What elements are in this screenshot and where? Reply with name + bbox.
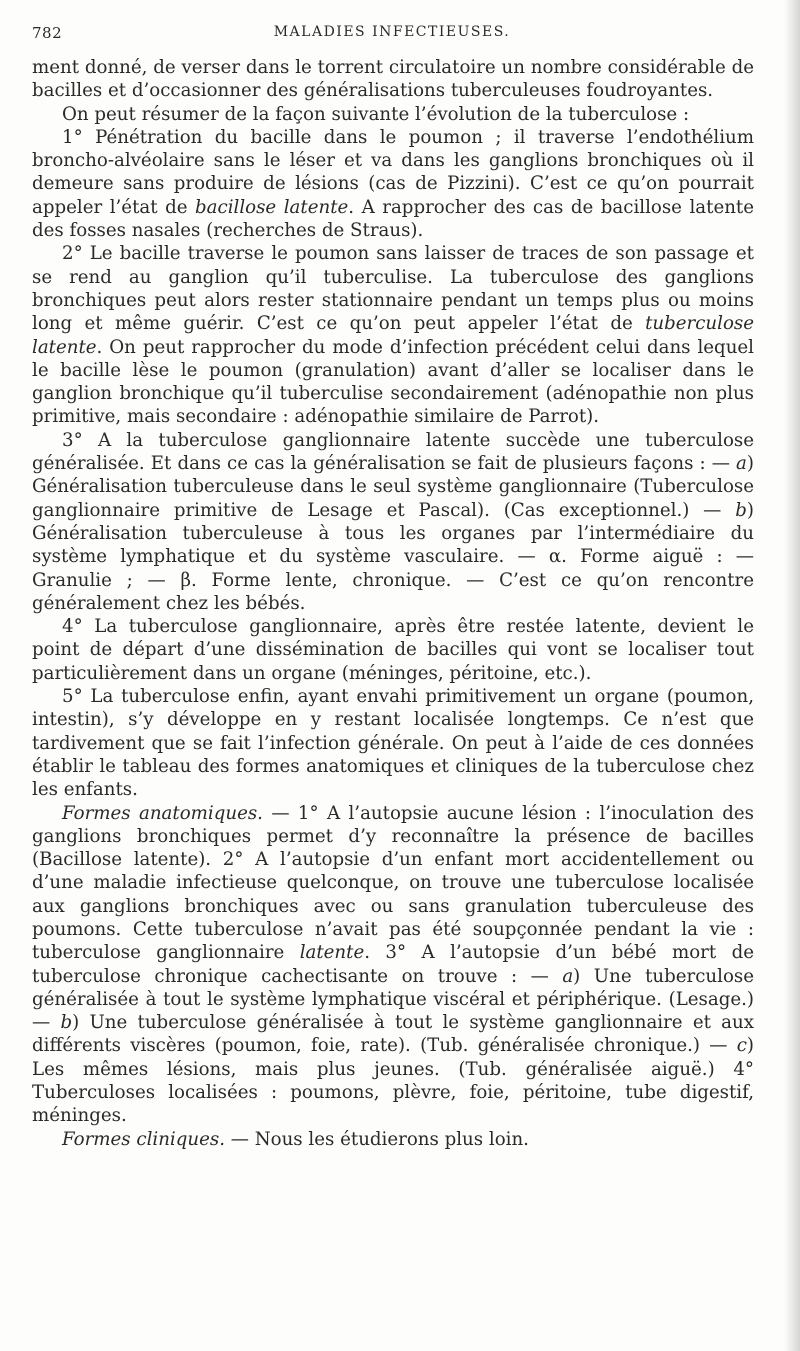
- paragraph-continuation: ment donné, de verser dans le torrent circulatoire un nombre considérable de bacilles et d’occasionner des généralisations tuberculeuses foudroyantes.: [32, 57, 754, 102]
- page-header: [32, 22, 752, 52]
- running-head: MALADIES INFECTIEUSES.: [273, 24, 511, 40]
- paragraph-stage-1: 1° Pénétration du bacille dans le poumon ; il traverse l’endothélium broncho-alvéolaire sans le léser et va dans les ganglions bronchiques où il demeure sans produire de lésions (cas de Pizzini). C’est ce qu’on pourrait appeler l’état de bacillose latente. A rapprocher des cas de bacillose latente des fosses nasales (recherches de Straus).: [32, 126, 754, 242]
- paragraph-stage-2: 2° Le bacille traverse le poumon sans laisser de traces de son passage et se rend au ganglion qu’il tuberculise. La tuberculose des ganglions bronchiques peut alors rester stationnaire pendant un temps plus ou moins long et même guérir. C’est ce qu’on peut appeler l’état de tuberculose latente. On peut rapprocher du mode d’infection précédent celui dans lequel le bacille lèse le poumon (granulation) avant d’aller se localiser dans le ganglion bronchique qu’il tuberculise secondairement (adénopathie non plus primitive, mais secondaire : adénopathie similaire de Parrot).: [32, 243, 754, 428]
- body-text: [32, 56, 754, 1151]
- paragraph-stage-5: 5° La tuberculose enfin, ayant envahi primitivement un organe (poumon, intestin), s’y développe en y restant localisée longtemps. Ce n’est que tardivement que se fait l’infection générale. On peut à l’aide de ces données établir le tableau des formes anatomiques et cliniques de la tuberculose chez les enfants.: [32, 686, 754, 801]
- section-heading-formes-cliniques: Formes cliniques.: [62, 1128, 225, 1150]
- page-number: 782: [32, 24, 63, 42]
- term-bacillose-latente: bacillose latente: [195, 196, 349, 218]
- paragraph-stage-3: 3° A la tuberculose ganglionnaire latente succède une tuberculose généralisée. Et dans ce cas la généralisation se fait de plusieurs façons : — a) Généralisation tuberculeuse dans le seul système ganglionnaire (Tuberculose ganglionnaire primitive de Lesage et Pascal). (Cas exceptionnel.) — b) Généralisation tuberculeuse à tous les organes par l’intermédiaire du système lymphatique et du système vasculaire. — α. Forme aiguë : — Granulie ; — β. Forme lente, chronique. — C’est ce qu’on rencontre généralement chez les bébés.: [32, 429, 754, 614]
- paragraph-formes-anatomiques: Formes anatomiques. — 1° A l’autopsie aucune lésion : l’inoculation des ganglions bronchiques permet d’y reconnaître la présence de bacilles (Bacillose latente). 2° A l’autopsie d’un enfant mort accidentellement ou d’une maladie infectieuse quelconque, on trouve une tuberculose localisée aux ganglions bronchiques avec ou sans granulation tuberculeuse des poumons. Cette tuberculose n’avait pas été soupçonnée pendant la vie : tuberculose ganglionnaire latente. 3° A l’autopsie d’un bébé mort de tuberculose chronique cachectisante on trouve : — a) Une tuberculose généralisée à tout le système lymphatique viscéral et périphérique. (Lesage.) — b) Une tuberculose généralisée à tout le système ganglionnaire et aux différents viscères (poumon, foie, rate). (Tub. généralisée chronique.) — c) Les mêmes lésions, mais plus jeunes. (Tub. généralisée aiguë.) 4° Tuberculoses localisées : poumons, plèvre, foie, péritoine, tube digestif, méninges.: [32, 802, 754, 1127]
- section-heading-formes-anatomiques: Formes anatomiques.: [62, 802, 263, 824]
- paragraph-stage-4: 4° La tuberculose ganglionnaire, après être restée latente, devient le point de départ d’une dissémination de bacilles qui vont se localiser tout particulièrement dans un organe (méninges, péritoine, etc.).: [32, 616, 754, 684]
- term-tuberculose-latente: tuberculose latente: [32, 313, 754, 358]
- page-edge-shadow: [784, 0, 800, 1351]
- paragraph-formes-cliniques: Formes cliniques. — Nous les étudierons plus loin.: [62, 1128, 529, 1150]
- paragraph-summary-intro: On peut résumer de la façon suivante l’évolution de la tuberculose :: [62, 103, 690, 125]
